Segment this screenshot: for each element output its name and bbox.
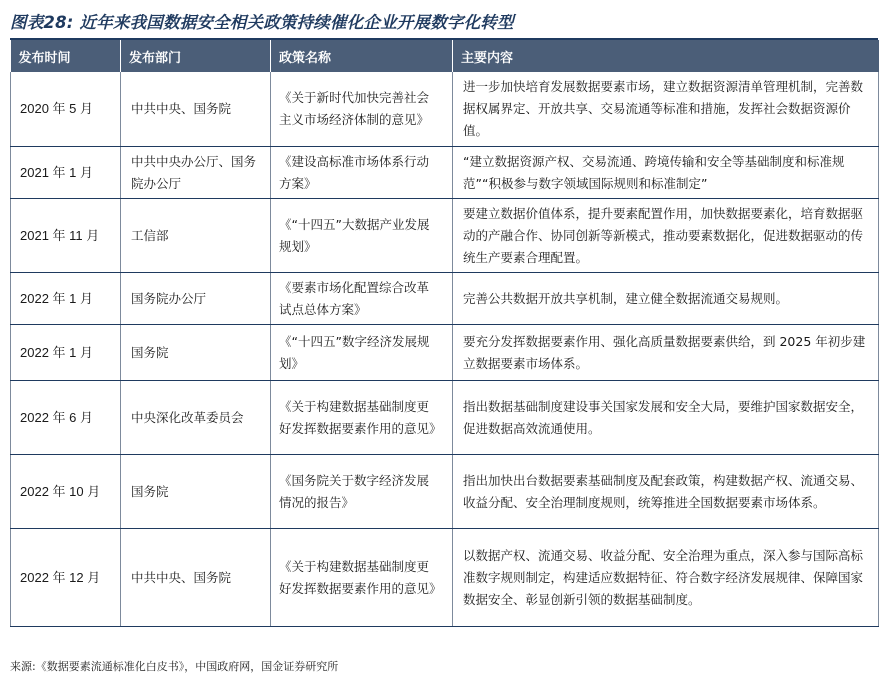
cell-content: 完善公共数据开放共享机制，建立健全数据流通交易规则。	[453, 272, 879, 324]
cell-content: 指出加快出台数据要素基础制度及配套政策，构建数据产权、流通交易、收益分配、安全治理制度规则，统筹推进全国数据要素市场体系。	[453, 454, 879, 528]
header-department: 发布部门	[121, 40, 271, 72]
table-row	[11, 454, 879, 528]
cell-date: 2022 年 12 月	[11, 528, 121, 626]
table-row	[11, 380, 879, 454]
table-row	[11, 198, 879, 272]
cell-department: 工信部	[121, 198, 271, 272]
cell-department: 国务院	[121, 324, 271, 380]
cell-content: “建立数据资源产权、交易流通、跨境传输和安全等基础制度和标准规范”“积极参与数字领域国际规则和标准制定”	[453, 146, 879, 198]
cell-policy-name: 《关于构建数据基础制度更好发挥数据要素作用的意见》	[271, 528, 453, 626]
table-row	[11, 146, 879, 198]
cell-policy-name: 《关于构建数据基础制度更好发挥数据要素作用的意见》	[271, 380, 453, 454]
table-row	[11, 324, 879, 380]
cell-date: 2022 年 6 月	[11, 380, 121, 454]
cell-policy-name: 《“十四五”数字经济发展规划》	[271, 324, 453, 380]
table-row	[11, 72, 879, 146]
header-date: 发布时间	[11, 40, 121, 72]
cell-department: 国务院办公厅	[121, 272, 271, 324]
policy-table	[10, 40, 879, 627]
cell-department: 中共中央、国务院	[121, 72, 271, 146]
cell-date: 2020 年 5 月	[11, 72, 121, 146]
cell-content: 以数据产权、流通交易、收益分配、安全治理为重点，深入参与国际高标准数字规则制定，构建适应数据特征、符合数字经济发展规律、保障国家数据安全、彰显创新引领的数据基础制度。	[453, 528, 879, 626]
cell-policy-name: 《国务院关于数字经济发展情况的报告》	[271, 454, 453, 528]
source-note: 来源:《数据要素流通标准化白皮书》，中国政府网，国金证券研究所	[10, 660, 339, 673]
cell-content: 进一步加快培育发展数据要素市场，建立数据资源清单管理机制，完善数据权属界定、开放共享、交易流通等标准和措施，发挥社会数据资源价值。	[453, 72, 879, 146]
cell-department: 中共中央办公厅、国务院办公厅	[121, 146, 271, 198]
figure-title: 图表28: 近年来我国数据安全相关政策持续催化企业开展数字化转型	[10, 13, 514, 32]
cell-content: 要建立数据价值体系，提升要素配置作用，加快数据要素化，培育数据驱动的产融合作、协同创新等新模式，推动要素数据化，促进数据驱动的传统生产要素合理配置。	[453, 198, 879, 272]
table-header-row	[11, 40, 879, 72]
table-row	[11, 272, 879, 324]
cell-policy-name: 《关于新时代加快完善社会主义市场经济体制的意见》	[271, 72, 453, 146]
header-main-content: 主要内容	[453, 40, 879, 72]
cell-content: 要充分发挥数据要素作用、强化高质量数据要素供给，到 2025 年初步建立数据要素市场体系。	[453, 324, 879, 380]
table-row	[11, 528, 879, 626]
cell-policy-name: 《建设高标准市场体系行动方案》	[271, 146, 453, 198]
header-policy-name: 政策名称	[271, 40, 453, 72]
cell-department: 中央深化改革委员会	[121, 380, 271, 454]
cell-date: 2022 年 1 月	[11, 272, 121, 324]
cell-policy-name: 《要素市场化配置综合改革试点总体方案》	[271, 272, 453, 324]
cell-content: 指出数据基础制度建设事关国家发展和安全大局，要维护国家数据安全，促进数据高效流通使用。	[453, 380, 879, 454]
cell-policy-name: 《“十四五”大数据产业发展规划》	[271, 198, 453, 272]
cell-department: 中共中央、国务院	[121, 528, 271, 626]
cell-date: 2022 年 1 月	[11, 324, 121, 380]
cell-date: 2021 年 1 月	[11, 146, 121, 198]
cell-date: 2022 年 10 月	[11, 454, 121, 528]
cell-date: 2021 年 11 月	[11, 198, 121, 272]
cell-department: 国务院	[121, 454, 271, 528]
